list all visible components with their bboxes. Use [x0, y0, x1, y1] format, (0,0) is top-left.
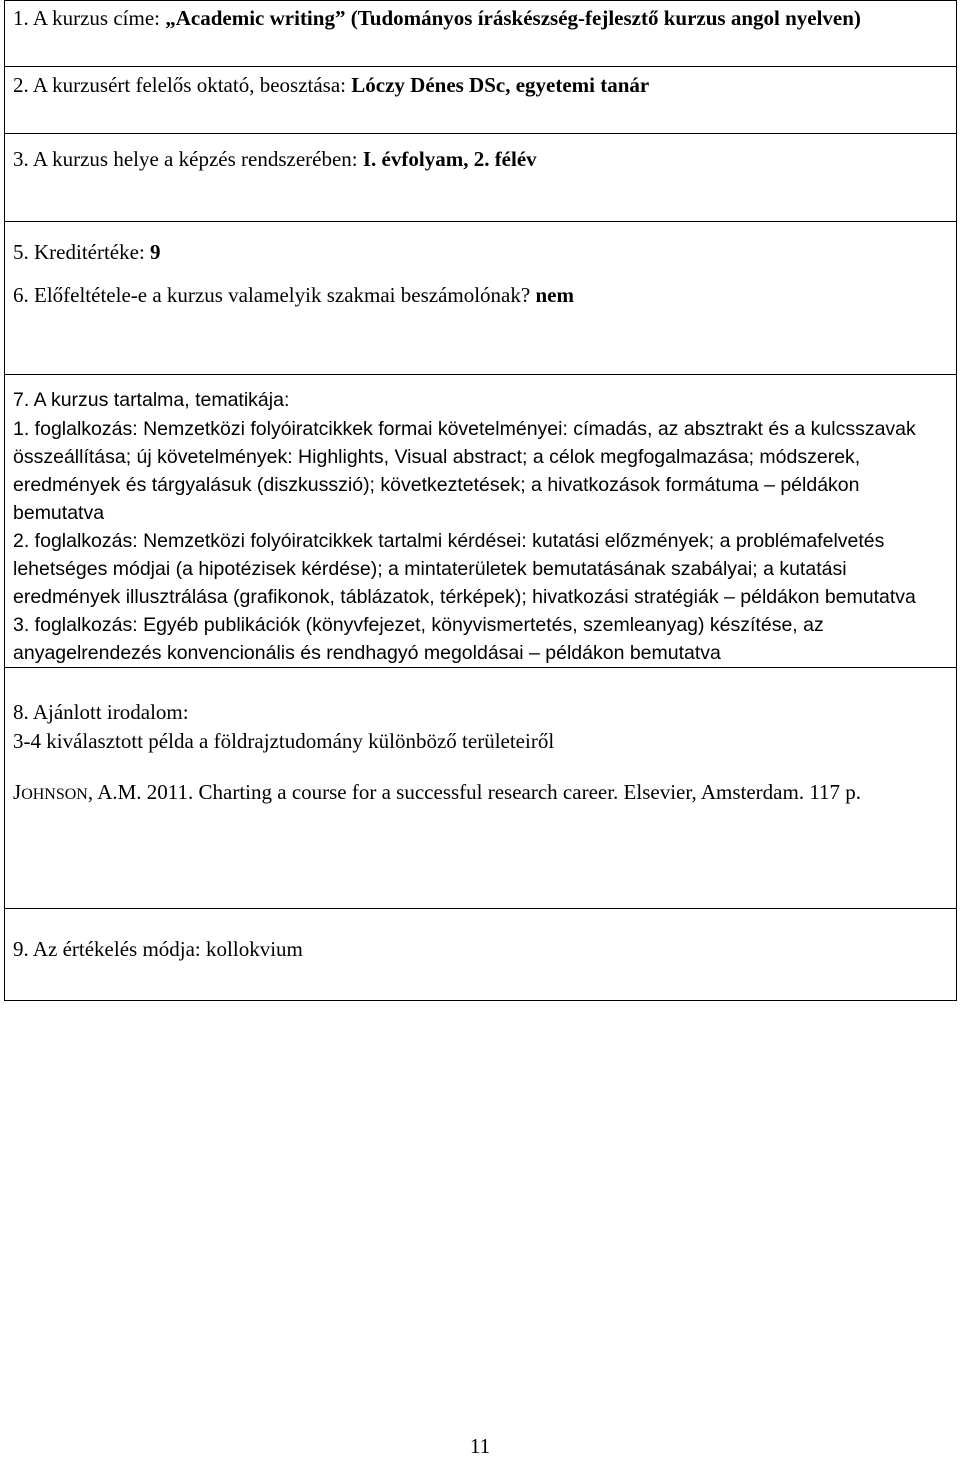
reference-author-initial: J	[13, 780, 22, 804]
title-value: „Academic writing” (Tudományos íráskészség-fejlesztő kurzus angol nyelven)	[165, 6, 861, 30]
content-label: 7. A kurzus tartalma, tematikája:	[13, 389, 290, 411]
course-description-table	[4, 0, 957, 1001]
credit-prerequisite-row	[5, 222, 957, 375]
literature-reference	[13, 778, 948, 809]
instructor-label: 2. A kurzusért felelős oktató, beosztása:	[13, 73, 352, 97]
assessment-row	[5, 909, 957, 1001]
assessment-value: kollokvium	[206, 937, 303, 961]
title-cell	[5, 1, 957, 67]
placement-row	[5, 134, 957, 222]
reference-rest: , A.M. 2011. Charting a course for a successful research career. Elsevier, Amsterdam. 117 p.	[87, 780, 862, 804]
credit-label: 5. Kreditértéke:	[13, 240, 151, 264]
page-number: 11	[469, 1434, 491, 1458]
instructor-cell	[5, 67, 957, 134]
assessment-cell	[5, 909, 957, 1001]
instructor-value: Lóczy Dénes DSc, egyetemi tanár	[351, 73, 650, 97]
literature-cell	[5, 668, 957, 909]
content-cell	[5, 375, 957, 668]
credit-prerequisite-cell	[5, 222, 957, 375]
session-1: 1. foglalkozás: Nemzetközi folyóiratcikkek formai követelményei: címadás, az absztrakt és a kulcsszavak összeállítása; új követelmények: Highlights, Visual abstract; a célok megfogalmazása; módszerek, eredmények és tárgyalásuk (diszkusszió); következtetések; a hivatkozások formátuma – példákon bemutatva	[13, 418, 916, 524]
placement-label: 3. A kurzus helye a képzés rendszerében:	[13, 147, 363, 171]
title-row	[5, 1, 957, 67]
content-sessions	[13, 415, 948, 667]
literature-note: 3-4 kiválasztott példa a földrajztudomány különböző területeiről	[13, 729, 555, 753]
literature-label: 8. Ajánlott irodalom:	[13, 700, 189, 724]
assessment-label: 9. Az értékelés módja:	[13, 937, 207, 961]
instructor-row	[5, 67, 957, 134]
prerequisite-label: 6. Előfeltétele-e a kurzus valamelyik szakmai beszámolónak?	[13, 283, 536, 307]
literature-row	[5, 668, 957, 909]
title-label: 1. A kurzus címe:	[13, 6, 166, 30]
session-3: 3. foglalkozás: Egyéb publikációk (könyvfejezet, könyvismertetés, szemleanyag) készítése, az anyagelrendezés konvencionális és rendhagyó megoldásai – példákon bemutatva	[13, 614, 824, 664]
content-row	[5, 375, 957, 668]
credit-line	[13, 238, 948, 267]
credit-value: 9	[150, 240, 161, 264]
prerequisite-value: nem	[535, 283, 574, 307]
reference-author-rest: OHNSON	[21, 786, 88, 803]
placement-cell	[5, 134, 957, 222]
prerequisite-line	[13, 281, 948, 310]
session-2: 2. foglalkozás: Nemzetközi folyóiratcikkek tartalmi kérdései: kutatási előzmények; a problémafelvetés lehetséges módjai (a hipotézisek kérdése); a mintaterületek bemutatásának szabályai; a kutatási eredmények illusztrálása (grafikonok, táblázatok, térképek); hivatkozási stratégiák – példákon bemutatva	[13, 530, 916, 608]
placement-value: I. évfolyam, 2. félév	[362, 147, 537, 171]
